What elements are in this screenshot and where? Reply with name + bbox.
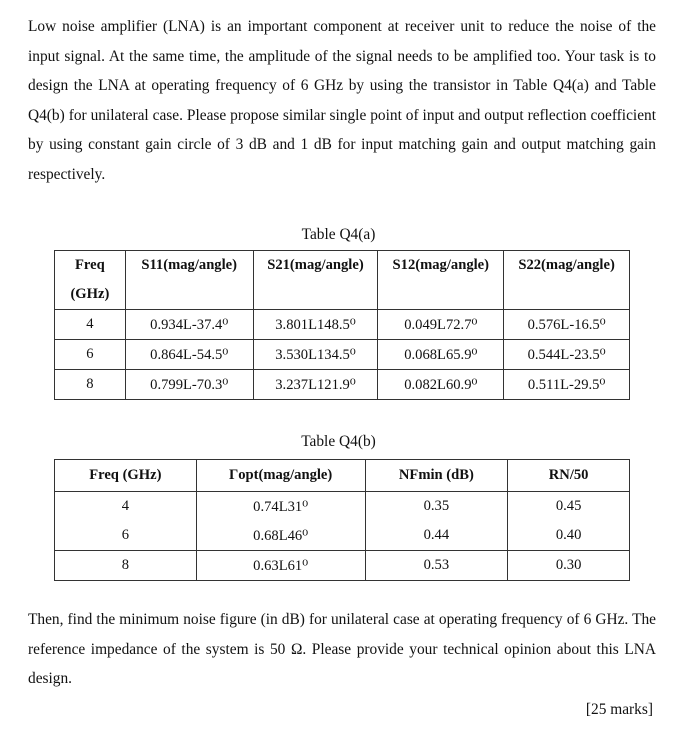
cell-s11: 0.934L-37.4⁰	[125, 310, 253, 340]
cell-freq: 4	[55, 492, 197, 522]
table-row	[55, 370, 630, 400]
question-intro: Low noise amplifier (LNA) is an important component at receiver unit to reduce the noise of the input signal. At the same time, the amplitude of the signal needs to be amplified too. Your task is to design the LNA at operating frequency of 6 GHz by using the transistor in Table Q4(a) and Table Q4(b) for unilateral case. Please propose similar single point of input and output reflection coefficient by using constant gain circle of 3 dB and 1 dB for input matching gain and output matching gain respectively.	[28, 18, 656, 183]
cell-rn: 0.40	[508, 521, 630, 551]
cell-s11: 0.799L-70.3⁰	[125, 370, 253, 400]
table-header-row	[55, 460, 630, 492]
header-freq-unit: (GHz)	[70, 286, 110, 302]
table-row	[55, 340, 630, 370]
table-row	[55, 310, 630, 340]
header-freq: Freq (GHz)	[55, 460, 197, 492]
cell-s11: 0.864L-54.5⁰	[125, 340, 253, 370]
table-row	[55, 492, 630, 522]
header-s22: S22(mag/angle)	[504, 251, 630, 310]
cell-freq: 4	[55, 310, 126, 340]
question-outro: Then, find the minimum noise figure (in dB) for unilateral case at operating frequency of 6 GHz. The reference impedance of the system is 50 Ω. Please provide your technical opinion about this LNA design.	[28, 611, 656, 688]
header-s21: S21(mag/angle)	[253, 251, 378, 310]
table-header-row	[55, 251, 630, 310]
table-a-caption: Table Q4(a)	[301, 226, 376, 243]
cell-rn: 0.30	[508, 551, 630, 581]
cell-s12: 0.082L60.9⁰	[378, 370, 504, 400]
cell-freq: 8	[55, 370, 126, 400]
marks-label: [25 marks]	[585, 701, 653, 718]
cell-nf-min: 0.53	[365, 551, 508, 581]
cell-s12: 0.049L72.7⁰	[378, 310, 504, 340]
header-freq-label: Freq	[75, 257, 105, 273]
cell-freq: 8	[55, 551, 197, 581]
cell-gamma-opt: 0.74L31⁰	[196, 492, 365, 522]
cell-gamma-opt: 0.68L46⁰	[196, 521, 365, 551]
cell-gamma-opt: 0.63L61⁰	[196, 551, 365, 581]
table-row	[55, 521, 630, 551]
table-q4b	[54, 459, 630, 581]
table-q4a	[54, 250, 630, 400]
header-s11: S11(mag/angle)	[125, 251, 253, 310]
header-nf-min: NFmin (dB)	[365, 460, 508, 492]
header-gamma-opt: Γopt(mag/angle)	[196, 460, 365, 492]
cell-freq: 6	[55, 521, 197, 551]
cell-s22: 0.544L-23.5⁰	[504, 340, 630, 370]
cell-s22: 0.576L-16.5⁰	[504, 310, 630, 340]
cell-freq: 6	[55, 340, 126, 370]
cell-nf-min: 0.35	[365, 492, 508, 522]
table-row	[55, 551, 630, 581]
cell-rn: 0.45	[508, 492, 630, 522]
cell-s22: 0.511L-29.5⁰	[504, 370, 630, 400]
cell-s21: 3.237L121.9⁰	[253, 370, 378, 400]
cell-s21: 3.801L148.5⁰	[253, 310, 378, 340]
header-s12: S12(mag/angle)	[378, 251, 504, 310]
cell-nf-min: 0.44	[365, 521, 508, 551]
table-b-caption: Table Q4(b)	[301, 433, 376, 450]
header-rn: RN/50	[508, 460, 630, 492]
header-freq	[55, 251, 126, 310]
cell-s21: 3.530L134.5⁰	[253, 340, 378, 370]
cell-s12: 0.068L65.9⁰	[378, 340, 504, 370]
